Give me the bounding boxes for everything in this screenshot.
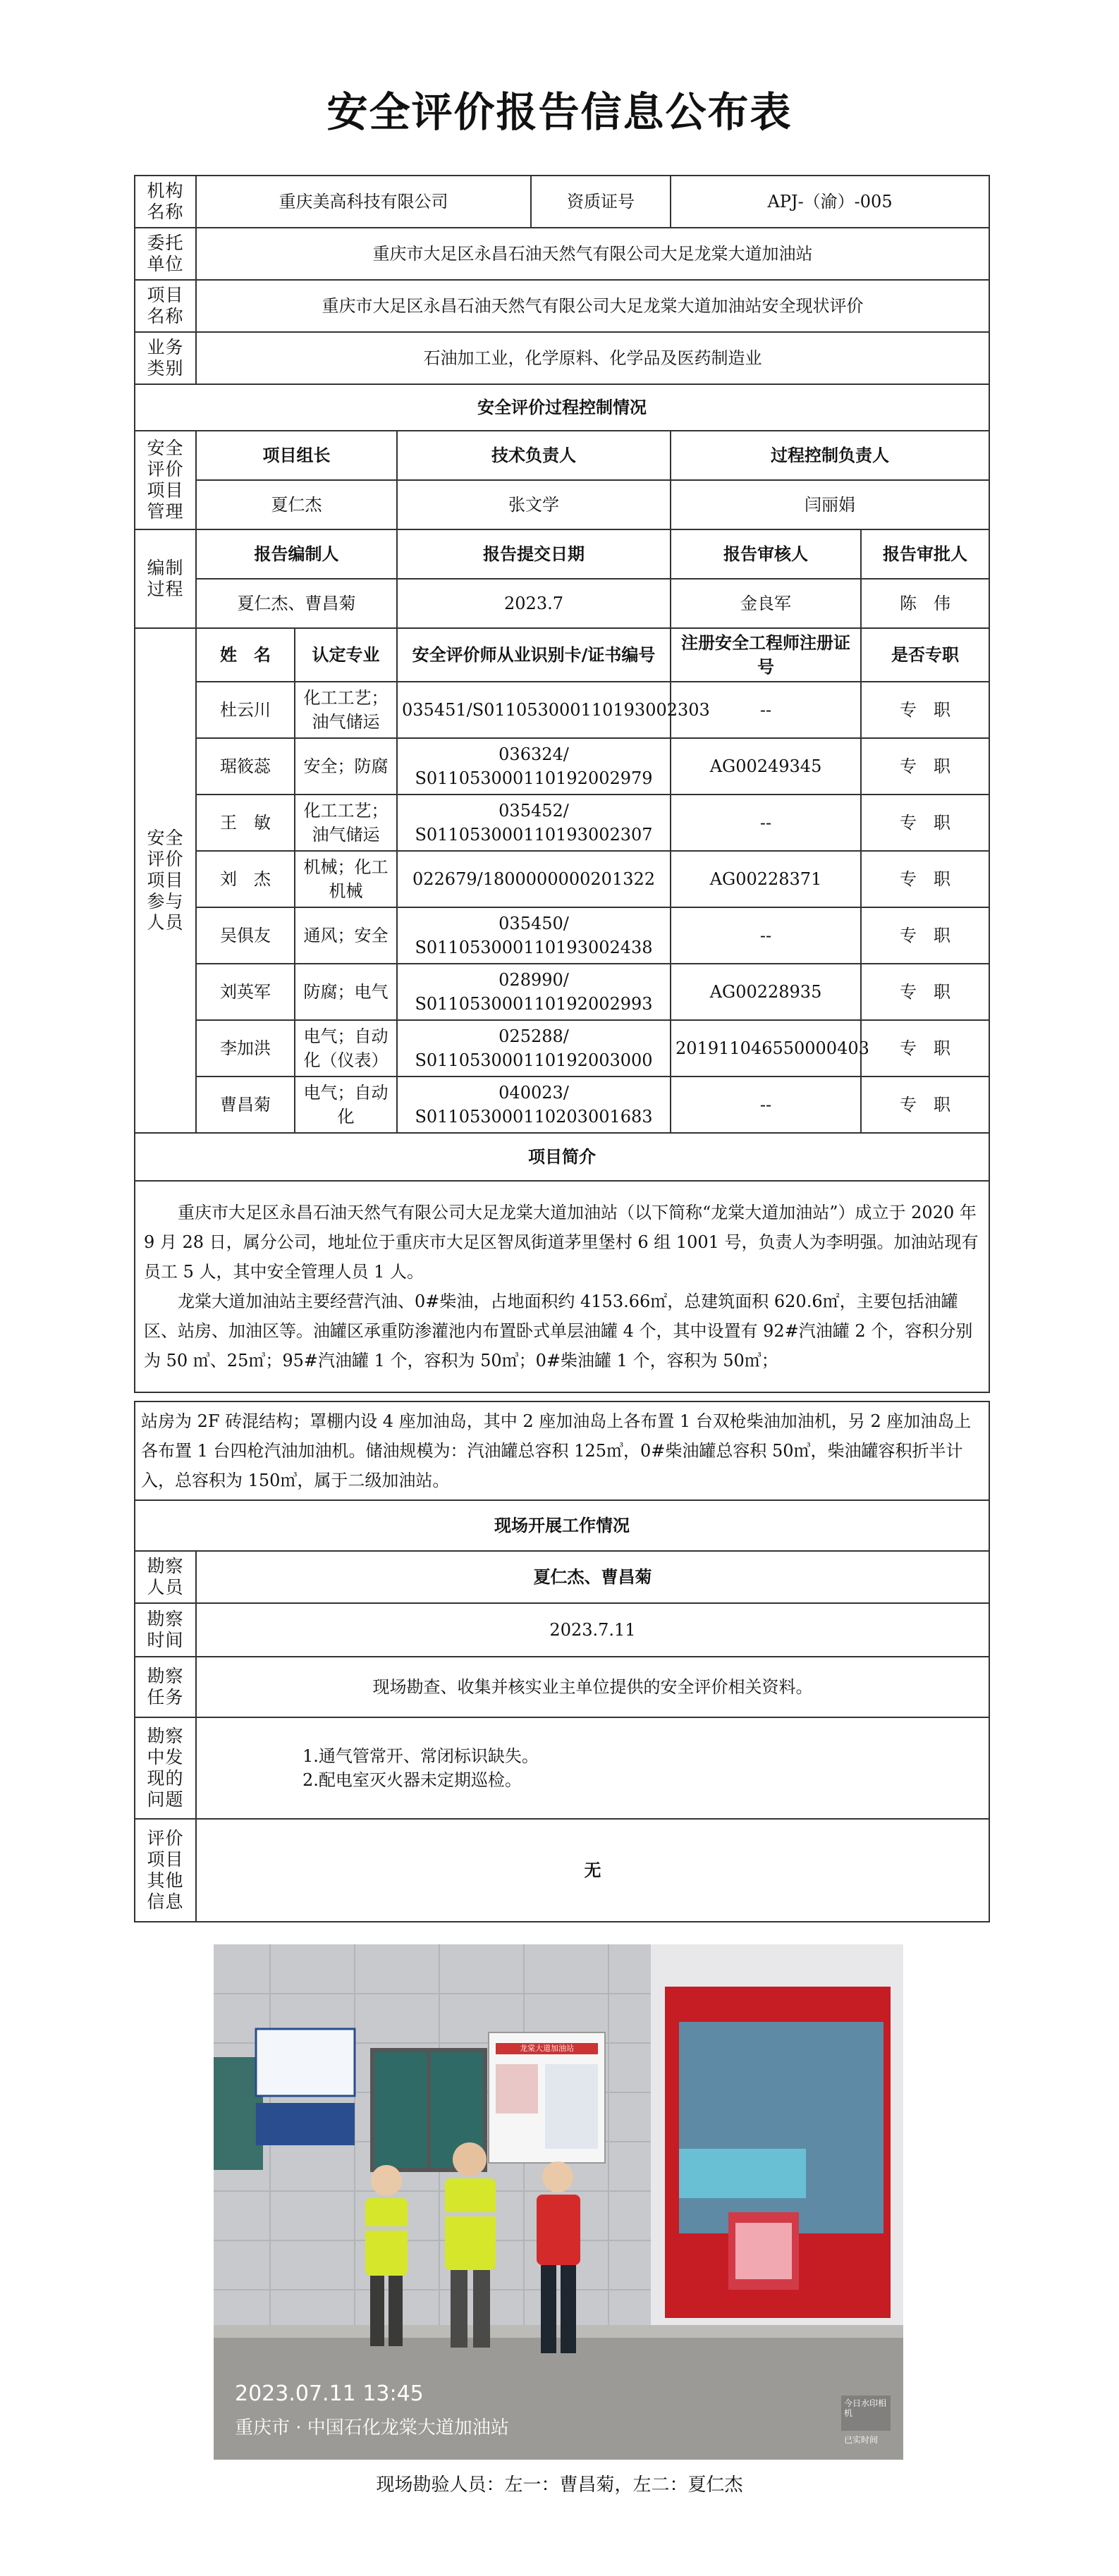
- staff-major: 通风；安全: [295, 907, 397, 964]
- staff-major: 化工工艺；油气储运: [295, 682, 397, 738]
- approver-label: 报告审批人: [861, 529, 989, 579]
- staff-name: 刘英军: [196, 964, 295, 1020]
- staff-header-name: 姓 名: [196, 628, 295, 682]
- photo-timestamp: 2023.07.11 13:45: [235, 2381, 424, 2406]
- leader-value: 夏仁杰: [196, 480, 397, 529]
- business-value: 石油加工业，化学原料、化学品及医药制造业: [196, 332, 989, 384]
- table-row: [135, 907, 989, 964]
- table-row: [135, 795, 989, 851]
- org-label: 机构名称: [135, 176, 196, 228]
- photo-watermark: 今日水印相机: [844, 2398, 887, 2418]
- staff-header-card: 安全评价师从业识别卡/证书编号: [397, 628, 671, 682]
- staff-major: 电气；自动化: [295, 1077, 397, 1133]
- staff-reg: --: [671, 795, 861, 851]
- table-row: [135, 964, 989, 1020]
- table-row: [135, 1077, 989, 1133]
- site-issues-label: 勘察中发现的问题: [135, 1717, 196, 1819]
- site-issues-list: [196, 1717, 989, 1819]
- staff-name: 曹昌菊: [196, 1077, 295, 1133]
- staff-card: 035452/ S011053000110193002307: [397, 795, 671, 851]
- intro-continued: 站房为 2F 砖混结构；罩棚内设 4 座加油岛，其中 2 座加油岛上各布置 1 台双枪柴油加油机，另 2 座加油岛上各布置 1 台四枪汽油加油机。储油规模为：汽油罐总容积 125㎥，0#柴油罐总容积 50㎥，柴油罐容积折半计入，总容积为 150㎥，属于二级加油站。: [135, 1402, 989, 1500]
- staff-header-major: 认定专业: [295, 628, 397, 682]
- business-label: 业务类别: [135, 332, 196, 384]
- staff-reg: 201911046550000403: [671, 1020, 861, 1077]
- staff-card: 035451/S011053000110193002303: [397, 682, 671, 738]
- project-label: 项目名称: [135, 280, 196, 332]
- qual-label: 资质证号: [531, 176, 671, 228]
- date-value: 2023.7: [397, 579, 671, 628]
- staff-card: 028990/ S011053000110192002993: [397, 964, 671, 1020]
- date-label: 报告提交日期: [397, 529, 671, 579]
- reviewer-value: 金良军: [671, 579, 861, 628]
- staff-fulltime: 专 职: [861, 795, 989, 851]
- author-label: 报告编制人: [196, 529, 397, 579]
- staff-name: 李加洪: [196, 1020, 295, 1077]
- staff-fulltime: 专 职: [861, 738, 989, 795]
- site-work-table: [134, 1401, 990, 1922]
- staff-name: 琚筱蕊: [196, 738, 295, 795]
- table-row: [135, 738, 989, 795]
- staff-name: 吴俱友: [196, 907, 295, 964]
- site-time-value: 2023.7.11: [196, 1603, 989, 1657]
- authors-value: 夏仁杰、曹昌菊: [196, 579, 397, 628]
- project-value: 重庆市大足区永昌石油天然气有限公司大足龙棠大道加油站安全现状评价: [196, 280, 989, 332]
- staff-fulltime: 专 职: [861, 1020, 989, 1077]
- intro-paragraph: 重庆市大足区永昌石油天然气有限公司大足龙棠大道加油站（以下简称“龙棠大道加油站”）成立于 2020 年 9 月 28 日，属分公司，地址位于重庆市大足区智凤街道茅里堡村 6 组 1001 号，负责人为李明强。加油站现有员工 5 人，其中安全管理人员 1 人。: [144, 1203, 979, 1282]
- staff-card: 036324/ S011053000110192002979: [397, 738, 671, 795]
- site-title: 现场开展工作情况: [135, 1500, 989, 1551]
- staff-reg: --: [671, 1077, 861, 1133]
- staff-major: 安全；防腐: [295, 738, 397, 795]
- table-row: [135, 682, 989, 738]
- site-photo: [214, 1944, 903, 2460]
- photo-location: 重庆市 · 中国石化龙棠大道加油站: [235, 2417, 509, 2439]
- staff-name: 刘 杰: [196, 851, 295, 907]
- staff-card: 040023/ S011053000110203001683: [397, 1077, 671, 1133]
- photo-verified: 已实时间: [844, 2435, 879, 2445]
- staff-card: 025288/ S011053000110192003000: [397, 1020, 671, 1077]
- compile-label: 编制过程: [135, 529, 196, 628]
- staff-reg: AG00228935: [671, 964, 861, 1020]
- staff-card: 035450/ S011053000110193002438: [397, 907, 671, 964]
- staff-major: 电气；自动化（仪表）: [295, 1020, 397, 1077]
- ctrl-value: 闫丽娟: [671, 480, 989, 529]
- staff-fulltime: 专 职: [861, 907, 989, 964]
- qual-value: APJ-（渝）-005: [671, 176, 989, 228]
- staff-reg: --: [671, 907, 861, 964]
- sign-title: 龙棠大道加油站: [520, 2044, 574, 2053]
- process-section-title: 安全评价过程控制情况: [135, 384, 989, 431]
- approver-value: 陈 伟: [861, 579, 989, 628]
- reviewer-label: 报告审核人: [671, 529, 861, 579]
- mgmt-label: 安全评价项目管理: [135, 431, 196, 529]
- leader-label: 项目组长: [196, 431, 397, 480]
- staff-major: 化工工艺；油气储运: [295, 795, 397, 851]
- staff-fulltime: 专 职: [861, 851, 989, 907]
- intro-paragraph: 龙棠大道加油站主要经营汽油、0#柴油，占地面积约 4153.66㎡，总建筑面积 620.6㎡，主要包括油罐区、站房、加油区等。油罐区承重防渗灌池内布置卧式单层油罐 4 个，其中设置有 92#汽油罐 2 个，容积分别为 50 ㎥、25㎥；95#汽油罐 1 个，容积为 50㎥；0#柴油罐 1 个，容积为 50㎥；: [144, 1292, 973, 1370]
- staff-reg: AG00228371: [671, 851, 861, 907]
- site-people-label: 勘察人员: [135, 1551, 196, 1603]
- staff-name: 杜云川: [196, 682, 295, 738]
- client-value: 重庆市大足区永昌石油天然气有限公司大足龙棠大道加油站: [196, 228, 989, 280]
- table-row: [135, 851, 989, 907]
- site-people-value: 夏仁杰、曹昌菊: [196, 1551, 989, 1603]
- site-time-label: 勘察时间: [135, 1603, 196, 1657]
- table-row: [135, 1020, 989, 1077]
- intro-text: [135, 1181, 989, 1392]
- staff-card: 022679/1800000000201322: [397, 851, 671, 907]
- ctrl-label: 过程控制负责人: [671, 431, 989, 480]
- tech-value: 张文学: [397, 480, 671, 529]
- site-task-value: 现场勘查、收集并核实业主单位提供的安全评价相关资料。: [196, 1657, 989, 1717]
- org-value: 重庆美高科技有限公司: [196, 176, 531, 228]
- client-label: 委托单位: [135, 228, 196, 280]
- page-title: 安全评价报告信息公布表: [326, 88, 793, 136]
- staff-major: 防腐；电气: [295, 964, 397, 1020]
- site-task-label: 勘察任务: [135, 1657, 196, 1717]
- staff-major: 机械；化工机械: [295, 851, 397, 907]
- staff-header-reg: 注册安全工程师注册证号: [671, 628, 861, 682]
- list-item: 1.通气管常开、常闭标识缺失。: [302, 1746, 539, 1766]
- staff-header-fulltime: 是否专职: [861, 628, 989, 682]
- intro-title: 项目简介: [135, 1133, 989, 1181]
- site-other-value: 无: [196, 1819, 989, 1922]
- site-other-label: 评价项目其他信息: [135, 1819, 196, 1922]
- staff-reg: --: [671, 682, 861, 738]
- staff-fulltime: 专 职: [861, 964, 989, 1020]
- list-item: 2.配电室灭火器未定期巡检。: [302, 1770, 522, 1790]
- report-info-table: [134, 175, 990, 1393]
- staff-fulltime: 专 职: [861, 1077, 989, 1133]
- staff-label: 安全评价项目参与人员: [135, 628, 196, 1133]
- staff-fulltime: 专 职: [861, 682, 989, 738]
- staff-name: 王 敏: [196, 795, 295, 851]
- staff-reg: AG00249345: [671, 738, 861, 795]
- photo-caption: 现场勘验人员：左一：曹昌菊，左二：夏仁杰: [376, 2474, 743, 2496]
- tech-label: 技术负责人: [397, 431, 671, 480]
